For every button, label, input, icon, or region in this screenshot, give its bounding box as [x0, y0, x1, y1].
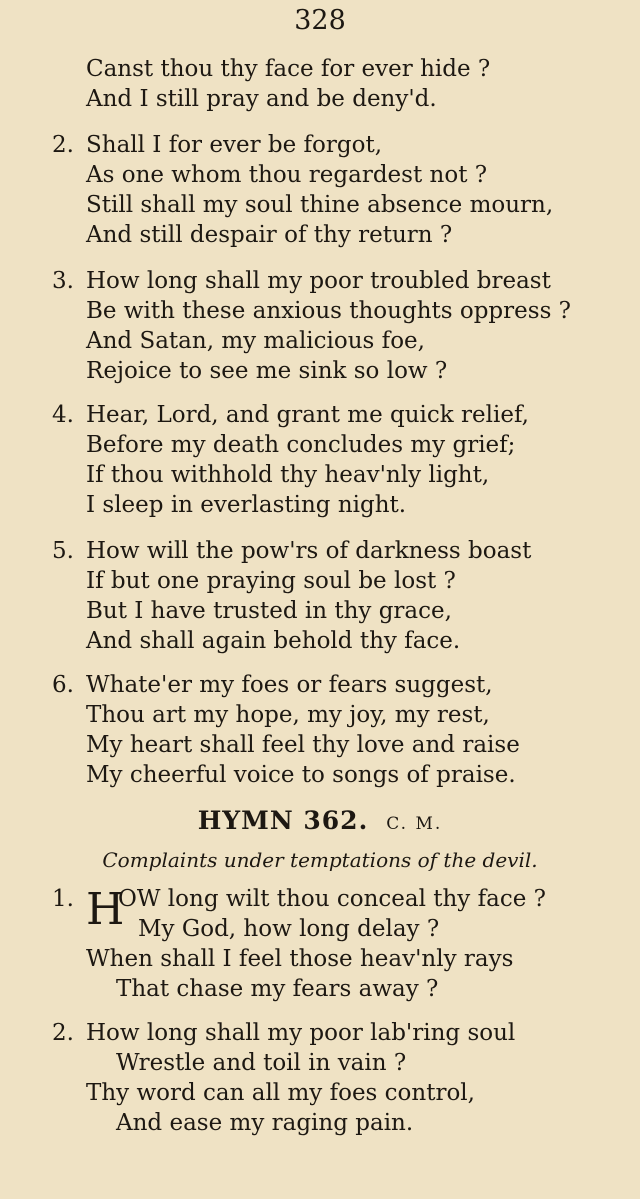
verse-line: When shall I feel those heav'nly rays — [86, 946, 514, 972]
verse-number: 3. — [52, 268, 74, 294]
verse-line: Before my death concludes my grief; — [86, 432, 516, 458]
verse-line: And ease my raging pain. — [116, 1110, 414, 1136]
verse-line: As one whom thou regardest not ? — [86, 162, 488, 188]
verse-line: Wrestle and toil in vain ? — [116, 1050, 407, 1076]
verse-number: 4. — [52, 402, 74, 428]
verse-line: Canst thou thy face for ever hide ? — [86, 56, 491, 82]
verse-line: But I have trusted in thy grace, — [86, 598, 452, 624]
verse-line: Rejoice to see me sink so low ? — [86, 358, 448, 384]
verse-line: Whate'er my foes or fears suggest, — [86, 672, 493, 698]
verse-line: And I still pray and be deny'd. — [86, 86, 437, 112]
verse-line: How long shall my poor troubled breast — [86, 268, 551, 294]
verse-line: If thou withhold thy heav'nly light, — [86, 462, 490, 488]
hymn-title — [0, 806, 640, 839]
verse-line: That chase my fears away ? — [116, 976, 439, 1002]
verse-number: 2. — [52, 132, 74, 158]
verse-line: My cheerful voice to songs of praise. — [86, 762, 516, 788]
verse-line: Hear, Lord, and grant me quick relief, — [86, 402, 529, 428]
hymn-meter: C. M. — [386, 814, 443, 834]
verse-line: And Satan, my malicious foe, — [86, 328, 425, 354]
verse-line: If but one praying soul be lost ? — [86, 568, 456, 594]
verse-number: 2. — [52, 1020, 74, 1046]
verse-number: 6. — [52, 672, 74, 698]
verse-line: And still despair of thy return ? — [86, 222, 453, 248]
verse-line: Shall I for ever be forgot, — [86, 132, 383, 158]
verse-line: Still shall my soul thine absence mourn, — [86, 192, 554, 218]
page-number: 328 — [294, 5, 346, 36]
hymn-title-text: HYMN 362. — [197, 806, 369, 835]
verse-line: Be with these anxious thoughts oppress ? — [86, 298, 572, 324]
verse-number: 1. — [52, 886, 74, 912]
verse-line: How will the pow'rs of darkness boast — [86, 538, 532, 564]
hymn-subtitle: Complaints under temptations of the devil. — [102, 848, 538, 872]
verse-line: And shall again behold thy face. — [86, 628, 461, 654]
verse-line: OW long wilt thou conceal thy face ? — [118, 886, 546, 912]
verse-line: How long shall my poor lab'ring soul — [86, 1020, 516, 1046]
verse-line: My God, how long delay ? — [138, 916, 440, 942]
verse-line: My heart shall feel thy love and raise — [86, 732, 520, 758]
verse-line: Thou art my hope, my joy, my rest, — [86, 702, 490, 728]
drop-cap: H — [86, 884, 125, 935]
verse-line: Thy word can all my foes control, — [86, 1080, 475, 1106]
verse-line: I sleep in everlasting night. — [86, 492, 407, 518]
verse-number: 5. — [52, 538, 74, 564]
